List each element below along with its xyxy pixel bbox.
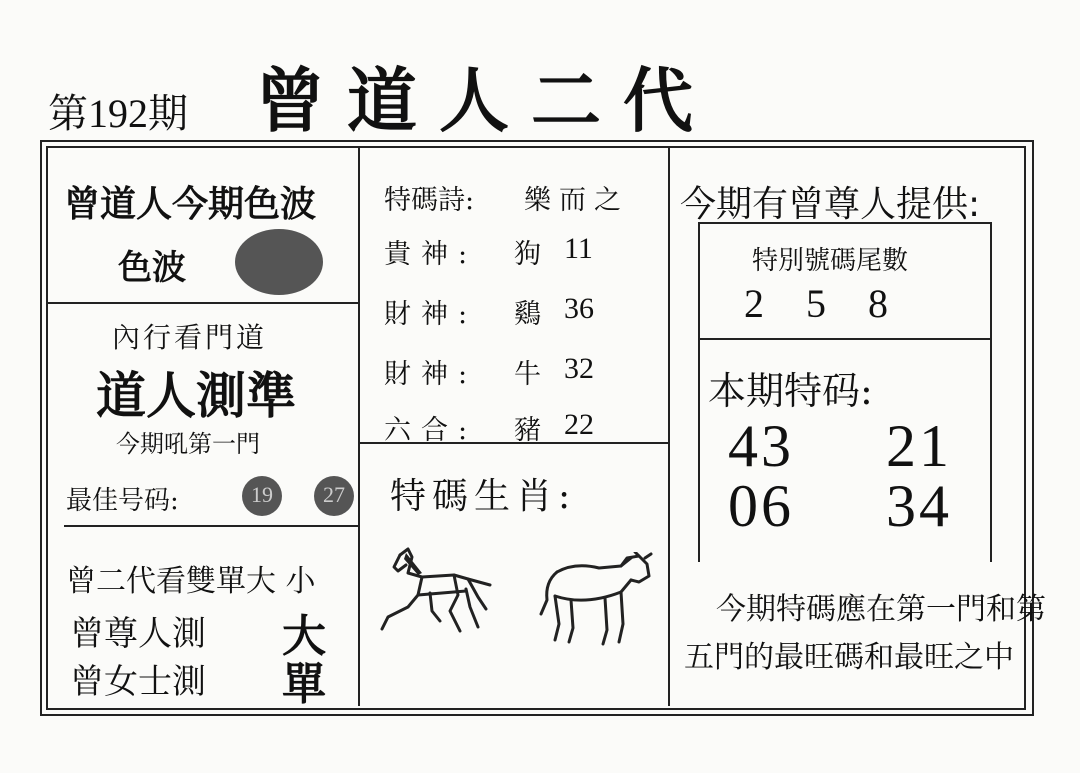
poem-title-value: 樂而之	[524, 185, 629, 216]
ox-icon	[535, 552, 653, 647]
tail-digits: 2 5 8	[744, 281, 904, 326]
inside-line1: 內行看門道	[112, 321, 268, 354]
divider-left	[358, 146, 360, 706]
poem-row-label: 貴神:	[384, 239, 478, 270]
size-row2-label: 曾女士測	[70, 662, 206, 702]
color-wave-heading: 曾道人今期色波	[64, 184, 317, 225]
size-row2-value: 單	[282, 659, 326, 710]
poem-row	[384, 408, 594, 447]
special-number-1: 43	[728, 413, 794, 479]
best-number-ball-2: 27	[314, 476, 354, 516]
note-line1: 今期特碼應在第一門和第	[716, 592, 1046, 627]
special-label: 本期特码:	[708, 369, 873, 413]
special-number-3: 06	[728, 473, 794, 539]
poem-row-animal: 牛	[514, 359, 541, 390]
divider-right	[668, 146, 670, 706]
poem-row-label: 六合:	[384, 415, 478, 446]
inside-line2: 道人測準	[96, 367, 296, 425]
color-wave-ball	[235, 229, 323, 295]
poem-row	[384, 292, 594, 331]
inside-line3: 今期吼第一門	[116, 430, 260, 458]
poem-title-row	[384, 178, 629, 217]
poem-row-animal: 豬	[514, 415, 541, 446]
special-number-4: 34	[886, 473, 952, 539]
poem-row-number: 22	[564, 408, 594, 441]
poem-row-label: 財神:	[384, 299, 478, 330]
page-title: 曾道人二代	[255, 60, 715, 142]
size-row1-label: 曾尊人測	[70, 614, 206, 654]
poem-row-number: 36	[564, 292, 594, 325]
best-number-ball-1: 19	[242, 476, 282, 516]
special-box-divider	[698, 338, 990, 340]
special-number-2: 21	[886, 413, 952, 479]
poem-row-animal: 鷄	[514, 299, 541, 330]
poem-row-animal: 狗	[514, 239, 541, 270]
poem-row	[384, 232, 593, 271]
poem-row-number: 11	[564, 232, 593, 265]
poem-row-label: 財神:	[384, 359, 478, 390]
note-line2: 五門的最旺碼和最旺之中	[684, 640, 1014, 675]
divider-left-2	[64, 525, 358, 527]
size-row1-value: 大	[282, 611, 326, 662]
tail-label: 特別號碼尾數	[752, 246, 909, 276]
issue-number: 第192期	[48, 91, 188, 136]
poem-row	[384, 352, 594, 391]
right-heading: 今期有曾尊人提供:	[680, 184, 981, 225]
color-wave-label: 色波	[118, 248, 186, 288]
poem-row-number: 32	[564, 352, 594, 385]
best-number-label: 最佳号码:	[66, 486, 179, 516]
horse-icon	[378, 545, 493, 635]
zodiac-heading: 特碼生肖:	[390, 476, 577, 517]
size-heading: 曾二代看雙單大 小	[66, 564, 316, 599]
divider-left-1	[48, 302, 358, 304]
poem-title-label: 特碼詩:	[384, 185, 475, 216]
